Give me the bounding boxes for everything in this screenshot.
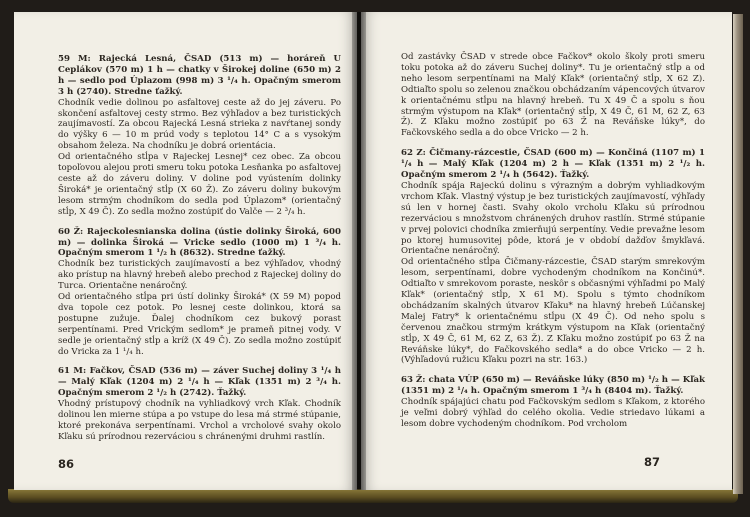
route-62-heading: 62 Z: Čičmany-rázcestie, ČSAD (600 m) — Končiná (1107 m) 1 ¹/₄ h — Malý Kľak (1204 m) 2 h — Kľak (1351 m) 2 ¹/₂ h. Opačným smerom 2 ¹/₄ h (5642). Ťažký. [401, 148, 705, 181]
route-59-paragraph: Chodník vedie dolinou po asfaltovej ceste až do jej záveru. Po skončení asfaltovej cesty strmo. Bez výhľadov a bez turistických zaujímavostí. Za obcou Rajecká Lesná strieka z navŕtanej sondy do výšky 6 — 10 m prúd vody s teplotou 14° C a s vysokým obsahom železa. Na chodníku je dobrá orientácia. [58, 97, 341, 152]
right-page-number: 87 [644, 455, 661, 469]
left-page [14, 12, 357, 490]
route-61-continued [401, 52, 705, 139]
route-61 [58, 366, 341, 442]
left-page-number: 86 [58, 457, 75, 471]
route-61-heading: 61 M: Fačkov, ČSAD (536 m) — záver Suchej doliny 3 ¹/₄ h — Malý Kľak (1204 m) 2 ¹/₄ h — Kľak (1351 m) 2 ³/₄ h. Opačným smerom 2 ¹/₂ h (2742). Ťažký. [58, 366, 341, 399]
book-right-edge [733, 14, 743, 494]
route-62-paragraph: Chodník spája Rajeckú dolinu s výrazným a dobrým vyhliadkovým vrchom Kľak. Vlastný výstup je bez turistických zaujímavostí, výhľady sú len v hornej časti. Svahy okolo vrcholu Kľaku sú prírodnou rezerváciou s množstvom chránených druhov rastlín. Strmé stúpanie v prvej polovici chodníka zmierňujú serpentíny. Vedie prevažne lesom po ktorej humusovitej pôde, ktorá je v období dažďov šmykľavá. Orientačne nenáročný. [401, 180, 705, 257]
book-bottom-edge [8, 489, 738, 503]
route-60-paragraph: Chodník bez turistických zaujímavostí a bez výhľadov, vhodný ako prístup na hlavný hrebeň alebo prechod z Rajeckej doliny do Turca. Orientačne nenáročný. [58, 259, 341, 292]
left-page-text [58, 54, 341, 443]
route-59-paragraph: Od orientačného stĺpa v Rajeckej Lesnej* cez obec. Za obcou topoľovou alejou proti smeru toku potoka Lesňanka po asfaltovej ceste až do záveru doliny. V doline pod vyústením dolinky Široká* je orientačný stĺp (X 60 Ž). Zo záveru doliny bukovým lesom strmým chodníkom do sedla pod Úplazom* (orientačný stĺp, X 49 Č). Zo sedla možno zostúpiť do Valče — 2 ³/₄ h. [58, 152, 341, 217]
route-59-heading: 59 M: Rajecká Lesná, ČSAD (513 m) — horáreň U Ceplákov (570 m) 1 h — chatky v Širokej doline (650 m) 2 h — sedlo pod Úplazom (998 m) 3 ¹/₄ h. Opačným smerom 3 h (2740). Stredne ťažký. [58, 54, 341, 97]
route-63-paragraph: Chodník spájajúci chatu pod Fačkovským sedlom s Kľakom, z ktorého je veľmi dobrý výhľad do celého okolia. Vedie striedavo lúkami a lesom dobre vychodeným chodníkom. Pod vrcholom [401, 397, 705, 429]
book-spine [352, 12, 366, 490]
route-61-paragraph: Vhodný prístupový chodník na vyhliadkový vrch Kľak. Chodník dolinou len mierne stúpa a po vstupe do lesa má strmé stúpanie, ktoré prekonáva serpentínami. Vrchol a vrcholové svahy okolo Kľaku sú prírodnou rezerváciou s chránenými druhmi rastlín. [58, 399, 341, 442]
route-61-continued-paragraph: Od zastávky ČSAD v strede obce Fačkov* okolo školy proti smeru toku potoka až do záveru Suchej doliny*. Tu je orientačný stĺp a od neho lesom serpentínami na Malý Kľak* (orientačný stĺp, X 62 Z). Odtiaľto spolu so zelenou značkou obchádzaním vápencových útvarov k orientačnému stĺpu na hlavný hrebeň. Tu X 49 Č a spolu s ňou strmým výstupom na Kľak* (orientačný stĺp, X 49 Č, 61 M, 62 Z, 63 Ž). Z Kľaku možno zostúpiť po 63 Ž na Reváňske lúky*, do Fačkovského sedla a do obce Vricko — 2 h. [401, 52, 705, 139]
right-page-text [401, 52, 705, 430]
route-60-paragraph: Od orientačného stĺpa pri ústí dolinky Široká* (X 59 M) popod dva topole cez potok. Po lesnej ceste dolinkou, ktorá sa postupne zužuje. Ďalej chodníkom cez bukový porast serpentínami. Pred Vrickým sedlom* je prameň pitnej vody. V sedle je orientačný stĺp a kríž (X 49 Č). Zo sedla možno zostúpiť do Vricka za 1 ¹/₄ h. [58, 292, 341, 357]
route-63 [401, 375, 705, 430]
route-62 [401, 148, 705, 366]
route-60 [58, 227, 341, 358]
route-63-heading: 63 Ž: chata VÚP (650 m) — Reváňske lúky (850 m) ¹/₂ h — Kľak (1351 m) 2 ¹/₄ h. Opačným smerom 1 ³/₄ h (8404 m). Ťažký. [401, 375, 705, 397]
route-59 [58, 54, 341, 218]
right-page [361, 12, 732, 490]
route-62-paragraph: Od orientačného stĺpa Čičmany-rázcestie, ČSAD starým smrekovým lesom, serpentínami, dobre vychodeným chodníkom na Končinú*. Odtiaľto v smrekovom poraste, neskôr s občasnými výhľadmi po Malý Kľak* (orientačný stĺp, X 61 M). Spolu s týmto chodníkom obchádzaním skalných útvarov Kľaku* na hlavný hrebeň Lúčanskej Malej Fatry* k orientačnému stĺpu (X 49 Č). Od neho spolu s červenou značkou strmým krátkym výstupom na Kľak (orientačný stĺp, X 49 Č, 61 M, 62 Z, 63 Ž). Z Kľaku možno zostúpiť po 63 Ž na Reváňske lúky*, do Fačkovského sedla* a do obce Vricko — 2 h. (Výhľadovú ružicu Kľaku pozri na str. 163.) [401, 257, 705, 366]
route-60-heading: 60 Ž: Rajeckolesnianska dolina (ústie dolinky Široká, 600 m) — dolinka Široká — Vricke sedlo (1000 m) 1 ³/₄ h. Opačným smerom 1 ¹/₂ h (8632). Stredne ťažký. [58, 226, 341, 259]
